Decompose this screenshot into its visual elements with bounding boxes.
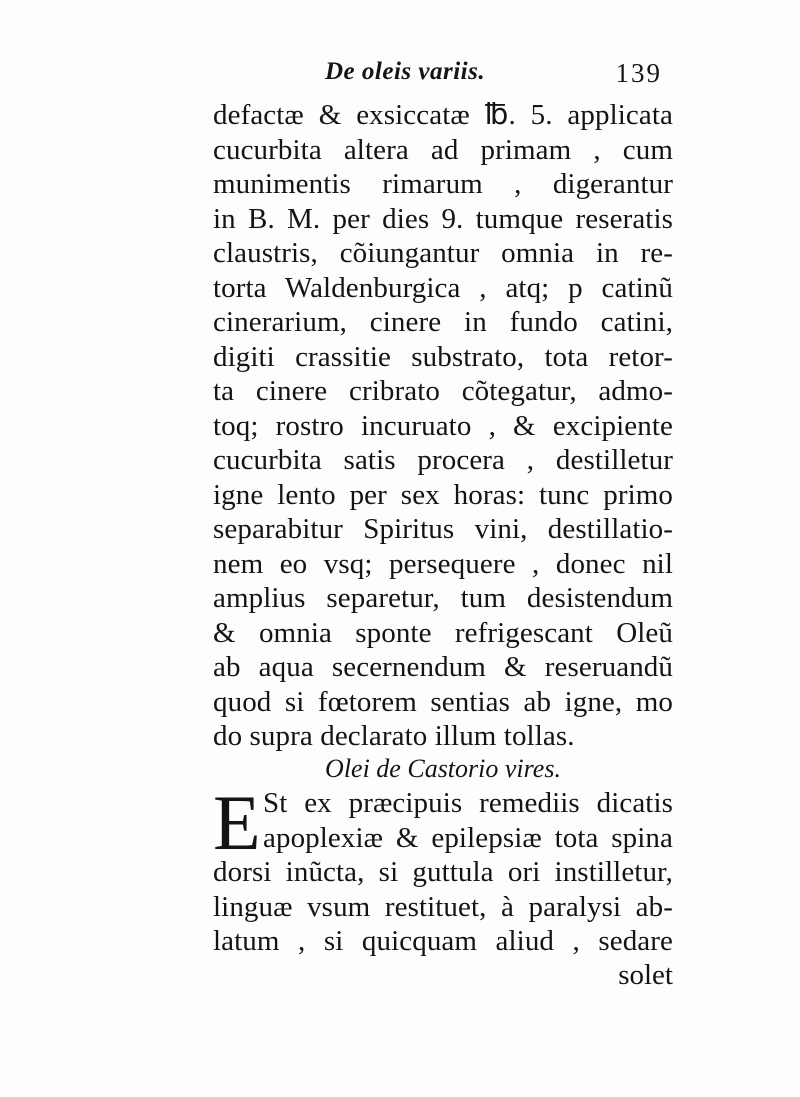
text-line: cucurbita satis procera , destilletur	[213, 444, 673, 476]
paragraph-1	[213, 98, 673, 754]
section-heading: Olei de Castorio vires.	[325, 754, 561, 783]
drop-cap: E	[213, 779, 261, 866]
text-line: apoplexiæ & epilepsiæ tota spina	[263, 821, 673, 854]
text-line: nem eo vsq; persequere , donec nil	[213, 547, 673, 580]
text-line: quod si fœtorem sentias ab igne, mo	[213, 685, 673, 718]
text-line: cucurbita altera ad primam , cum	[213, 133, 673, 166]
page-number: 139	[615, 58, 662, 88]
running-title: De oleis variis.	[325, 58, 486, 85]
text-line: ta cinere cribrato cõtegatur, admo-	[213, 375, 673, 407]
text-line: igne lento per sex horas: tunc primo	[213, 478, 673, 511]
text-line: toq; rostro incuruato , & excipiente	[213, 409, 673, 442]
text-line: linguæ vsum restituet, à paralysi ab-	[213, 890, 673, 923]
text-line: digiti crassitie substrato, tota retor-	[213, 340, 673, 373]
text-line: do supra declarato illum tollas.	[213, 720, 575, 752]
text-line: amplius separetur, tum desistendum	[213, 582, 673, 614]
text-line: defactæ & exsiccatæ ℔. 5. applicata	[213, 99, 673, 131]
text-line: latum , si quicquam aliud , sedare	[213, 925, 673, 957]
text-line: torta Waldenburgica , atq; p catinũ	[213, 271, 673, 304]
text-line: dorsi inũcta, si guttula ori instilletur,	[213, 856, 673, 888]
catchword: solet	[618, 959, 673, 991]
running-head	[215, 58, 670, 98]
text-line: & omnia sponte refrigescant Oleũ	[213, 616, 673, 649]
text-line: in B. M. per dies 9. tumque reseratis	[213, 202, 673, 235]
text-line: separabitur Spiritus vini, destillatio-	[213, 513, 673, 545]
text-line: munimentis rimarum , digerantur	[213, 168, 673, 200]
text-line: ab aqua secernendum & reseruandũ	[213, 651, 673, 683]
text-line: cinerarium, cinere in fundo catini,	[213, 306, 673, 338]
text-line: claustris, cõiungantur omnia in re-	[213, 237, 673, 269]
paragraph-2	[213, 779, 673, 959]
text-line: St ex præcipuis remediis dicatis	[263, 787, 673, 819]
